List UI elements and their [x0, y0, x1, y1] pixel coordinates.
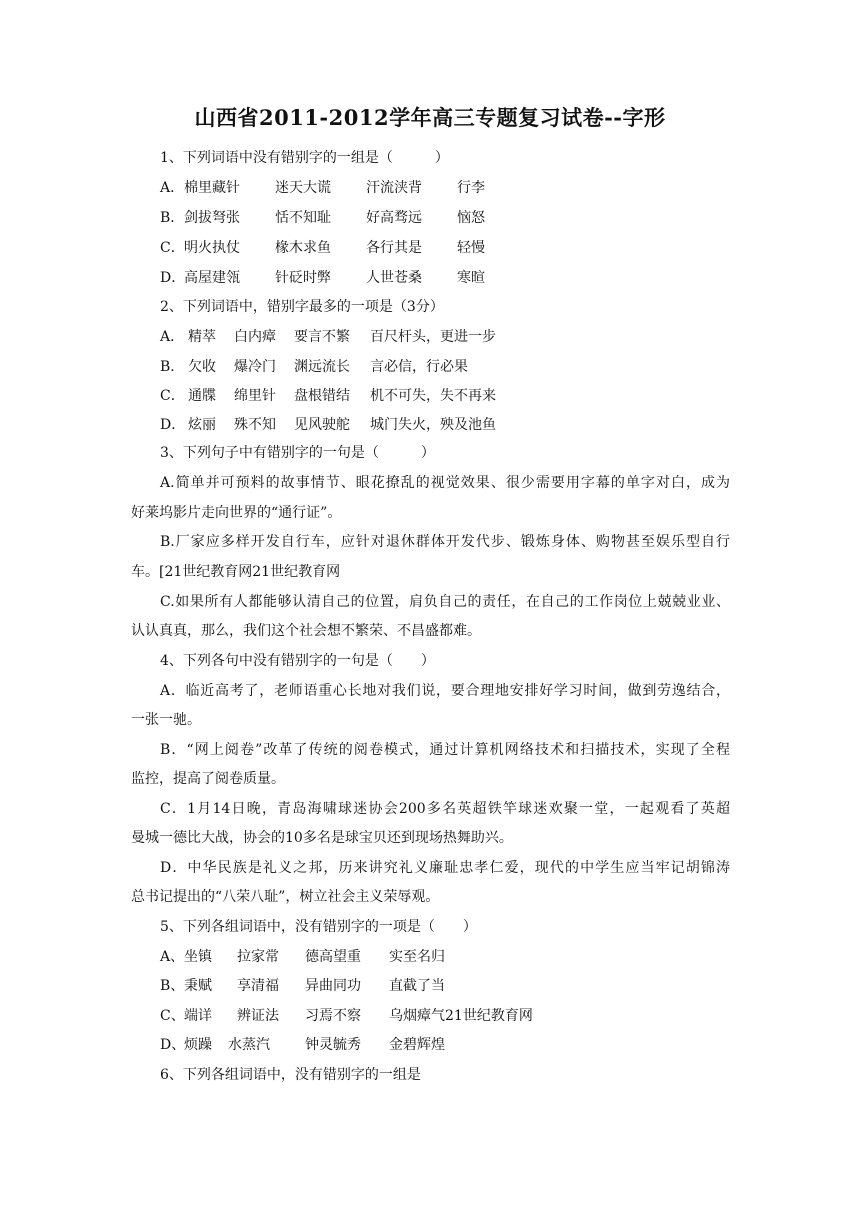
option-word: 通牒 — [188, 388, 216, 404]
option-word: 椽木求鱼 — [275, 240, 331, 256]
q4-stem: 4、下列各句中没有错别字的一句是（ ） — [160, 653, 435, 669]
q3-option-a-line1: A.简单并可预料的故事情节、眼花撩乱的视觉效果、很少需要用字幕的单字对白，成为 — [160, 475, 730, 491]
q4-option-d-line1: D．中华民族是礼义之邦，历来讲究礼义廉耻忠孝仁爱，现代的中学生应当牢记胡锦涛 — [160, 860, 730, 876]
option-word: 炫丽 — [188, 417, 216, 433]
q3-option-c-line2: 认认真真，那么，我们这个社会想不繁荣、不昌盛都难。 — [131, 623, 481, 639]
option-word: 德高望重 — [305, 949, 361, 965]
q6-stem: 6、下列各组词语中，没有错别字的一组是 — [160, 1067, 421, 1083]
option-word: 渊远流长 — [294, 359, 350, 375]
option-label: C． — [160, 388, 185, 404]
option-word: 欠收 — [188, 359, 216, 375]
option-label: A、 — [160, 949, 185, 965]
q4-option-b-line1: B．“网上阅卷”改革了传统的阅卷模式，通过计算机网络技术和扫描技术，实现了全程 — [160, 742, 730, 758]
option-word: 机不可失，失不再来 — [370, 388, 496, 404]
option-word: 盘根错结 — [294, 388, 350, 404]
option-word: 百尺杆头，更进一步 — [370, 329, 496, 345]
option-word: 拉家常 — [237, 949, 279, 965]
option-word: 金碧辉煌 — [389, 1037, 445, 1053]
option-word: 乌烟瘴气21世纪教育网 — [389, 1008, 533, 1024]
option-word: 实至名归 — [389, 949, 445, 965]
q4-option-c-line2: 曼城一德比大战，协会的10多名是球宝贝还到现场热舞助兴。 — [131, 830, 513, 846]
option-word: 针砭时弊 — [275, 270, 331, 286]
option-word: 恼怒 — [457, 210, 485, 226]
q1-stem: 1、下列词语中没有错别字的一组是（ ） — [160, 150, 449, 166]
option-label: D、 — [160, 1037, 186, 1053]
option-word: 辨证法 — [237, 1008, 279, 1024]
option-word: 习焉不察 — [305, 1008, 361, 1024]
option-word: 直截了当 — [389, 978, 445, 994]
q4-option-a-line2: 一张一驰。 — [131, 712, 201, 728]
q4-option-c-line1: C．1月14日晚，青岛海啸球迷协会200多名英超铁竿球迷欢聚一堂，一起观看了英超 — [160, 801, 730, 817]
option-word: 寒暄 — [457, 270, 485, 286]
option-word: 明火执仗 — [184, 240, 240, 256]
q3-option-b-line1: B.厂家应多样开发自行车，应针对退休群体开发代步、锻炼身体、购物甚至娱乐型自行 — [160, 534, 730, 550]
option-label: B． — [160, 359, 185, 375]
option-word: 高屋建瓴 — [184, 270, 240, 286]
option-word: 爆冷门 — [234, 359, 276, 375]
option-word: 各行其是 — [366, 240, 422, 256]
option-word: 绵里针 — [234, 388, 276, 404]
option-word: 钟灵毓秀 — [305, 1037, 361, 1053]
option-word: 汗流浃背 — [366, 180, 422, 196]
option-word: 人世苍桑 — [366, 270, 422, 286]
option-word: 水蒸汽 — [228, 1037, 270, 1053]
option-word: 精萃 — [188, 329, 216, 345]
q3-option-a-line2: 好莱坞影片走向世界的“通行证”。 — [131, 505, 342, 521]
option-word: 轻慢 — [457, 240, 485, 256]
option-label: B． — [160, 210, 185, 226]
option-label: B、 — [160, 978, 185, 994]
option-word: 好高骛远 — [366, 210, 422, 226]
q4-option-b-line2: 监控，提高了阅卷质量。 — [131, 771, 285, 787]
option-word: 棉里藏针 — [184, 180, 240, 196]
option-word: 殊不知 — [234, 417, 276, 433]
q3-option-c-line1: C.如果所有人都能够认清自己的位置，肩负自己的责任，在自己的工作岗位上兢兢业业、 — [160, 594, 730, 610]
option-word: 享清福 — [237, 978, 279, 994]
q4-option-a-line1: A．临近高考了，老师语重心长地对我们说，要合理地安排好学习时间，做到劳逸结合， — [160, 683, 730, 699]
option-label: A． — [160, 329, 185, 345]
option-word: 恬不知耻 — [275, 210, 331, 226]
option-label: D． — [160, 270, 186, 286]
option-word: 端详 — [184, 1008, 212, 1024]
q5-stem: 5、下列各组词语中，没有错别字的一项是（ ） — [160, 919, 477, 935]
option-word: 白内瘴 — [234, 329, 276, 345]
option-label: C． — [160, 240, 185, 256]
option-word: 异曲同功 — [305, 978, 361, 994]
option-word: 烦躁 — [184, 1037, 212, 1053]
option-label: C、 — [160, 1008, 185, 1024]
option-word: 剑拔弩张 — [184, 210, 240, 226]
option-word: 言必信，行必果 — [370, 359, 468, 375]
q3-stem: 3、下列句子中有错别字的一句是（ ） — [160, 445, 435, 461]
option-word: 要言不繁 — [294, 329, 350, 345]
option-label: A． — [160, 180, 185, 196]
q4-option-d-line2: 总书记提出的“八荣八耻”，树立社会主义荣辱观。 — [131, 889, 440, 905]
option-word: 行李 — [457, 180, 485, 196]
option-word: 见风驶舵 — [294, 417, 350, 433]
q2-stem: 2、下列词语中，错别字最多的一项是（3分） — [160, 299, 444, 315]
option-word: 迷天大谎 — [275, 180, 331, 196]
q3-option-b-line2: 车。[21世纪教育网21世纪教育网 — [131, 564, 341, 580]
page-title: 山西省2011-2012学年高三专题复习试卷--字形 — [194, 105, 666, 130]
option-word: 秉赋 — [184, 978, 212, 994]
option-label: D． — [160, 417, 186, 433]
option-word: 城门失火，殃及池鱼 — [370, 417, 496, 433]
option-word: 坐镇 — [184, 949, 212, 965]
